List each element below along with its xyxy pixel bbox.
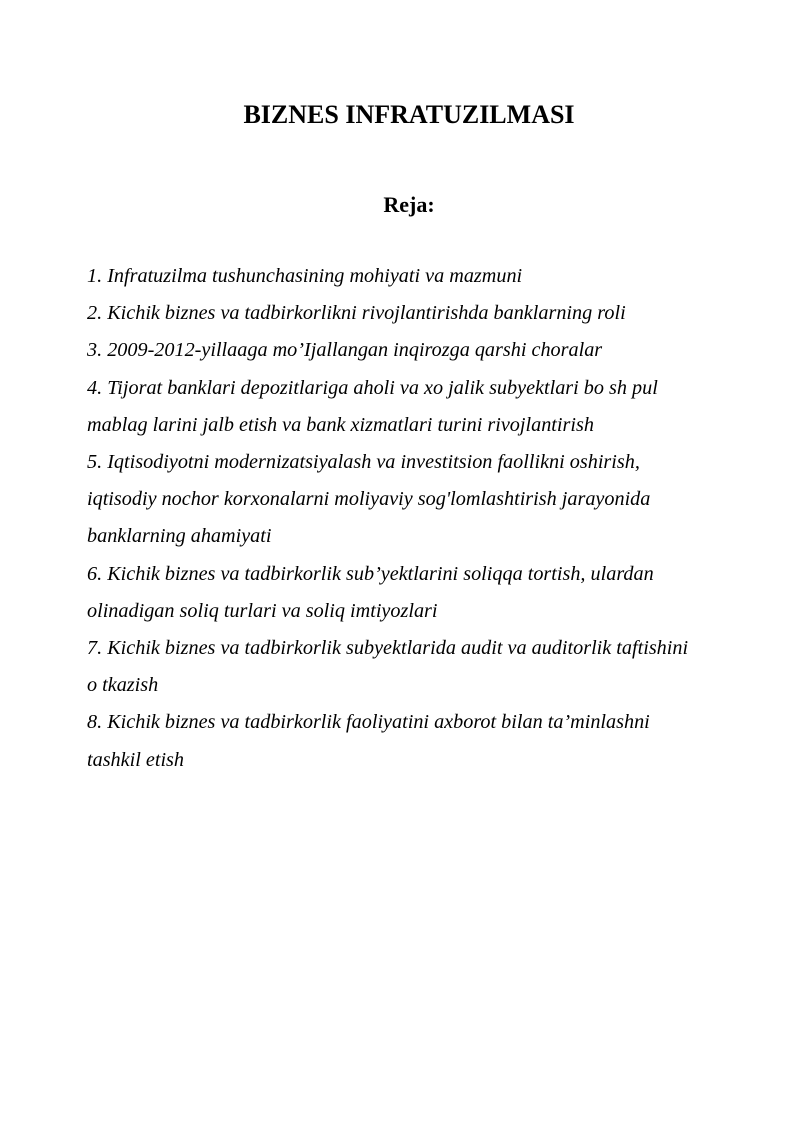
plan-item-line: olinadigan soliq turlari va soliq imtiyozlari (87, 599, 438, 622)
plan-item-5 (87, 444, 747, 556)
plan-list (87, 258, 747, 779)
plan-item-1 (87, 258, 747, 295)
plan-item-line: iqtisodiy nochor korxonalarni moliyaviy sog'lomlashtirish jarayonida (87, 488, 651, 511)
plan-item-line: o tkazish (87, 674, 159, 697)
plan-item-line: 5. Iqtisodiyotni modernizatsiyalash va investitsion faollikni oshirish, (87, 451, 640, 474)
plan-item-line: 4. Tijorat banklari depozitlariga aholi va xo jalik subyektlari bo sh pul (87, 376, 658, 399)
plan-item-line: 3. 2009-2012-yillaaga mo’Ijallangan inqirozga qarshi choralar (87, 339, 603, 362)
plan-item-line: tashkil etish (87, 748, 185, 771)
plan-item-line: 8. Kichik biznes va tadbirkorlik faoliyatini axborot bilan ta’minlashni (87, 711, 650, 734)
plan-item-2 (87, 295, 747, 332)
plan-item-line: mablag larini jalb etish va bank xizmatlari turini rivojlantirish (87, 413, 594, 436)
plan-item-4 (87, 370, 747, 444)
plan-item-6 (87, 556, 747, 630)
plan-item-line: 6. Kichik biznes va tadbirkorlik sub’yektlarini soliqqa tortish, ulardan (87, 562, 654, 585)
plan-item-3 (87, 332, 747, 369)
plan-item-line: 1. Infratuzilma tushunchasining mohiyati va mazmuni (87, 265, 523, 287)
plan-heading: Reja: (383, 192, 435, 217)
plan-item-line: banklarning ahamiyati (87, 525, 272, 548)
plan-item-7 (87, 630, 747, 704)
plan-item-8 (87, 704, 747, 778)
plan-item-line: 2. Kichik biznes va tadbirkorlikni rivojlantirishda banklarning roli (87, 302, 626, 325)
plan-item-line: 7. Kichik biznes va tadbirkorlik subyektlarida audit va auditorlik taftishini (87, 637, 689, 660)
document-title: BIZNES INFRATUZILMASI (243, 100, 575, 129)
